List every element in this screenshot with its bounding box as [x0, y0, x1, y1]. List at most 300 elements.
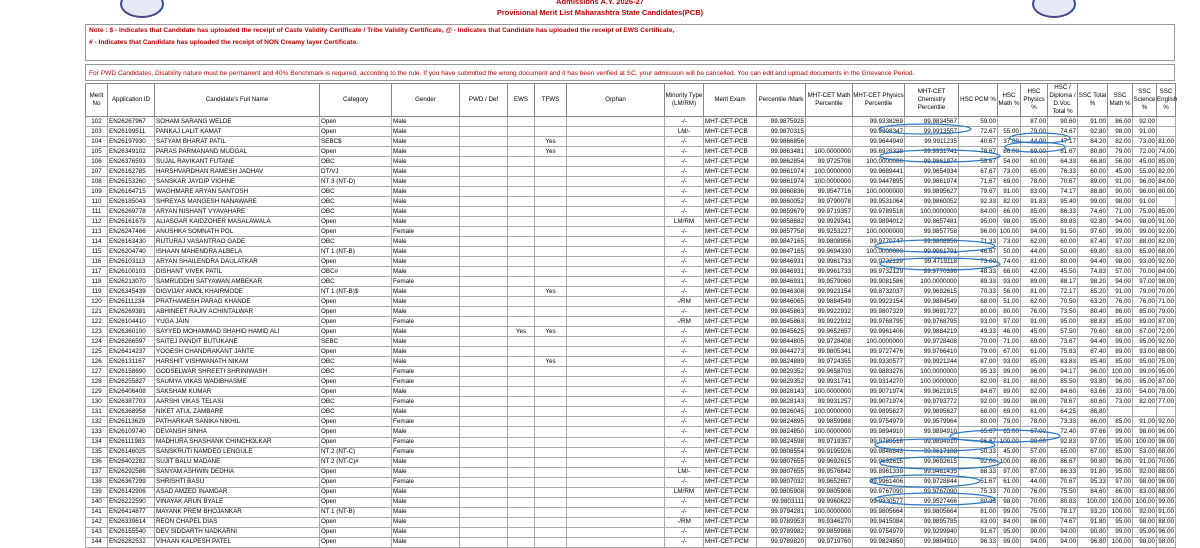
minority-type-cell: -/-	[665, 307, 704, 317]
candidate-name-cell: VIHAAN KALPESH PATEL	[155, 537, 320, 547]
gender-cell: Female	[392, 437, 460, 447]
category-cell: Open	[320, 127, 392, 137]
table-row	[86, 517, 1176, 527]
cet-chemistry-cell: 99.9913557	[905, 127, 959, 137]
table-row	[86, 157, 1176, 167]
orphan-cell	[567, 437, 665, 447]
pwd-cell	[460, 457, 508, 467]
hsc-pcm-cell: 71.33	[959, 237, 998, 247]
cet-physics-cell: 100.0000000	[853, 337, 905, 347]
merit-no-cell: 136	[86, 457, 108, 467]
ews-cell	[508, 417, 535, 427]
ssc-math-cell: 97.00	[1108, 477, 1133, 487]
ssc-total-cell: 91.00	[1078, 117, 1108, 127]
ews-cell	[508, 527, 535, 537]
category-cell: NT 1 (NT-B)	[320, 247, 392, 257]
hsc-physics-cell: 79.00	[1021, 127, 1048, 137]
cet-physics-cell: 99.9644949	[853, 137, 905, 147]
hsc-total-cell: 89.83	[1048, 217, 1078, 227]
cet-chemistry-cell: 100.0000000	[905, 277, 959, 287]
table-row	[86, 127, 1176, 137]
ssc-english-cell: 70.00	[1157, 287, 1176, 297]
minority-type-cell: -/-	[665, 347, 704, 357]
cet-physics-cell: 99.9732129	[853, 267, 905, 277]
cet-chemistry-cell: 99.9461435	[905, 467, 959, 477]
ssc-total-cell: 70.60	[1078, 327, 1108, 337]
percentile-cell: 99.9844805	[757, 337, 806, 347]
candidate-name-cell: SUJAL RAVIKANT FUTANE	[155, 157, 320, 167]
tfws-cell	[535, 187, 567, 197]
ssc-math-cell: 86.00	[1108, 487, 1133, 497]
column-header: EWS	[508, 84, 535, 117]
column-header: Candidate's Full Name	[155, 84, 320, 117]
percentile-cell: 99.9860052	[757, 197, 806, 207]
merit-exam-cell: MHT-CET-PCM	[704, 257, 757, 267]
hsc-math-cell: 73.00	[998, 237, 1021, 247]
cet-physics-cell: 99.9961406	[853, 477, 905, 487]
ews-cell	[508, 277, 535, 287]
gender-cell: Female	[392, 317, 460, 327]
cet-math-cell: 99.9719357	[806, 437, 853, 447]
hsc-math-cell: 46.00	[998, 327, 1021, 337]
orphan-cell	[567, 447, 665, 457]
category-cell: Open	[320, 527, 392, 537]
merit-no-cell: 106	[86, 157, 108, 167]
hsc-math-cell: 100.00	[998, 437, 1021, 447]
merit-no-cell: 127	[86, 367, 108, 377]
cet-math-cell: 100.0000000	[806, 507, 853, 517]
cet-math-cell: 100.0000000	[806, 407, 853, 417]
cet-chemistry-cell: 99.9895627	[905, 407, 959, 417]
ssc-total-cell: 74.60	[1078, 207, 1108, 217]
ssc-english-cell: 87.00	[1157, 317, 1176, 327]
application-id-cell: EN26155540	[108, 527, 155, 537]
column-header: Percentile /Mark	[757, 84, 806, 117]
merit-exam-cell: MHT-CET-PCM	[704, 287, 757, 297]
table-row	[86, 257, 1176, 267]
ssc-math-cell: 45.00	[1108, 167, 1133, 177]
table-row	[86, 177, 1176, 187]
category-cell: Open	[320, 257, 392, 267]
hsc-pcm-cell: 49.33	[959, 327, 998, 337]
minority-type-cell: -/-	[665, 407, 704, 417]
merit-exam-cell: MHT-CET-PCM	[704, 507, 757, 517]
hsc-physics-cell: 76.00	[1021, 307, 1048, 317]
orphan-cell	[567, 247, 665, 257]
pwd-cell	[460, 407, 508, 417]
category-cell: OBC	[320, 407, 392, 417]
cet-physics-cell: 99.9894910	[853, 427, 905, 437]
hsc-math-cell: 50.00	[998, 247, 1021, 257]
tfws-cell	[535, 337, 567, 347]
hsc-pcm-cell: 92.00	[959, 457, 998, 467]
ssc-science-cell: 98.00	[1133, 517, 1157, 527]
category-cell: OBC	[320, 207, 392, 217]
pwd-cell	[460, 347, 508, 357]
candidate-name-cell: SAYYED MOHAMMAD SHAHID HAMID ALI	[155, 327, 320, 337]
gender-cell: Female	[392, 447, 460, 457]
table-row	[86, 217, 1176, 227]
application-id-cell: EN26104410	[108, 317, 155, 327]
table-row	[86, 507, 1176, 517]
ssc-total-cell: 92.80	[1078, 217, 1108, 227]
gender-cell: Male	[392, 237, 460, 247]
orphan-cell	[567, 287, 665, 297]
ssc-science-cell: 97.00	[1133, 277, 1157, 287]
cet-chemistry-cell: 100.0000000	[905, 367, 959, 377]
hsc-pcm-cell: 83.00	[959, 517, 998, 527]
cet-chemistry-cell: 99.9961791	[905, 247, 959, 257]
hsc-pcm-cell: 79.67	[959, 187, 998, 197]
pwd-cell	[460, 217, 508, 227]
column-header: PWD / Def	[460, 84, 508, 117]
cet-chemistry-cell: 99.9895785	[905, 517, 959, 527]
cet-physics-cell: 99.9754979	[853, 527, 905, 537]
cet-chemistry-cell: 99.9860052	[905, 197, 959, 207]
hsc-math-cell: 55.00	[998, 127, 1021, 137]
cet-chemistry-cell: 99.9299940	[905, 527, 959, 537]
minority-type-cell: LM/RM	[665, 487, 704, 497]
minority-type-cell: -/-	[665, 377, 704, 387]
column-header: HSC Physics %	[1021, 84, 1048, 117]
table-row	[86, 427, 1176, 437]
candidate-name-cell: DEV SIDDARTH NADKARNI	[155, 527, 320, 537]
cet-math-cell: 99.9931741	[806, 377, 853, 387]
application-id-cell: EN26222590	[108, 497, 155, 507]
minority-type-cell: -/-	[665, 327, 704, 337]
ssc-total-cell: 94.40	[1078, 257, 1108, 267]
table-row	[86, 497, 1176, 507]
application-id-cell: EN26269778	[108, 207, 155, 217]
ews-cell	[508, 537, 535, 547]
cet-physics-cell: 99.9768795	[853, 317, 905, 327]
gender-cell: Male	[392, 327, 460, 337]
ssc-science-cell: 93.00	[1133, 347, 1157, 357]
table-row	[86, 397, 1176, 407]
table-row	[86, 377, 1176, 387]
cet-math-cell: 99.9961733	[806, 257, 853, 267]
candidate-name-cell: SHREYAS MANGESH NANAWARE	[155, 197, 320, 207]
minority-type-cell: -/-	[665, 507, 704, 517]
application-id-cell: EN26113629	[108, 417, 155, 427]
tfws-cell: Yes	[535, 327, 567, 337]
application-id-cell: EN26349102	[108, 147, 155, 157]
hsc-physics-cell: 91.00	[1021, 317, 1048, 327]
cet-chemistry-cell: 99.9931741	[905, 147, 959, 157]
ssc-english-cell: 91.00	[1157, 217, 1176, 227]
candidate-name-cell: SAMRUDDHI SATYAWAN AMBEKAR	[155, 277, 320, 287]
gender-cell: Male	[392, 177, 460, 187]
percentile-cell: 99.9808554	[757, 447, 806, 457]
column-header: MHT-CET Chemistry Percentile	[905, 84, 959, 117]
candidate-name-cell: VINAYAK ARUN BYALE	[155, 497, 320, 507]
pwd-cell	[460, 447, 508, 457]
merit-exam-cell: MHT-CET-PCM	[704, 457, 757, 467]
hsc-total-cell: 75.50	[1048, 487, 1078, 497]
ssc-english-cell: 92.00	[1157, 227, 1176, 237]
percentile-cell: 99.9789820	[757, 537, 806, 547]
merit-no-cell: 134	[86, 437, 108, 447]
ssc-science-cell: 85.00	[1133, 307, 1157, 317]
ssc-total-cell: 80.40	[1078, 307, 1108, 317]
ssc-total-cell: 66.80	[1078, 157, 1108, 167]
merit-exam-cell: MHT-CET-PCM	[704, 177, 757, 187]
candidate-name-cell: SAITEJ PANDIT BUTUKANE	[155, 337, 320, 347]
cet-math-cell: 99.9808956	[806, 237, 853, 247]
minority-type-cell: -/-	[665, 157, 704, 167]
cet-chemistry-cell: 99.9527466	[905, 497, 959, 507]
ssc-total-cell: 91.80	[1078, 517, 1108, 527]
hsc-math-cell: 98.00	[998, 217, 1021, 227]
hsc-math-cell: 66.00	[998, 267, 1021, 277]
ssc-english-cell: 96.00	[1157, 477, 1176, 487]
pwd-cell	[460, 467, 508, 477]
application-id-cell: EN26100103	[108, 267, 155, 277]
ssc-total-cell: 89.00	[1078, 177, 1108, 187]
ssc-total-cell: 93.20	[1078, 507, 1108, 517]
merit-no-cell: 105	[86, 147, 108, 157]
merit-no-cell: 102	[86, 117, 108, 127]
ssc-total-cell: 86.80	[1078, 407, 1108, 417]
cet-math-cell: 100.0000000	[806, 167, 853, 177]
hsc-total-cell: 80.83	[1048, 497, 1078, 507]
pwd-cell	[460, 127, 508, 137]
ssc-math-cell: 100.00	[1108, 367, 1133, 377]
ews-cell	[508, 197, 535, 207]
ssc-total-cell: 97.66	[1078, 427, 1108, 437]
hsc-pcm-cell: 67.67	[959, 167, 998, 177]
gender-cell: Male	[392, 267, 460, 277]
application-id-cell: EN26142906	[108, 487, 155, 497]
cet-chemistry-cell: 99.9767090	[905, 487, 959, 497]
cet-math-cell: 99.9694330	[806, 247, 853, 257]
hsc-physics-cell: 82.00	[1021, 387, 1048, 397]
cet-chemistry-cell: 99.9805664	[905, 507, 959, 517]
cet-math-cell: 99.9922932	[806, 317, 853, 327]
merit-no-cell: 118	[86, 277, 108, 287]
application-id-cell: EN26292586	[108, 467, 155, 477]
cet-physics-cell: 99.9732129	[853, 257, 905, 267]
cet-chemistry-cell: 99.9857758	[905, 227, 959, 237]
application-id-cell: EN26103113	[108, 257, 155, 267]
pwd-cell	[460, 357, 508, 367]
minority-type-cell: -/-	[665, 427, 704, 437]
percentile-cell: 99.9846931	[757, 277, 806, 287]
hsc-math-cell: 98.00	[998, 497, 1021, 507]
candidate-name-cell: MADHURA SHASHANK CHINCHOLKAR	[155, 437, 320, 447]
ssc-science-cell: 75.00	[1133, 207, 1157, 217]
ssc-science-cell: 76.00	[1133, 297, 1157, 307]
ssc-science-cell: 100.00	[1133, 497, 1157, 507]
hsc-physics-cell: 60.00	[1021, 157, 1048, 167]
gender-cell: Male	[392, 457, 460, 467]
tfws-cell	[535, 437, 567, 447]
orphan-cell	[567, 127, 665, 137]
cet-physics-cell: 99.9895627	[853, 407, 905, 417]
application-id-cell: EN26360100	[108, 327, 155, 337]
gender-cell: Male	[392, 207, 460, 217]
orphan-cell	[567, 477, 665, 487]
ssc-math-cell: 71.00	[1108, 207, 1133, 217]
minority-type-cell: -/-	[665, 167, 704, 177]
table-row	[86, 527, 1176, 537]
ssc-english-cell: 88.00	[1157, 517, 1176, 527]
ssc-math-cell: 82.00	[1108, 137, 1133, 147]
cet-math-cell: 99.9253227	[806, 227, 853, 237]
table-row	[86, 327, 1176, 337]
hsc-pcm-cell: 59.00	[959, 117, 998, 127]
tfws-cell	[535, 297, 567, 307]
gender-cell: Male	[392, 287, 460, 297]
cet-physics-cell: 99.9338269	[853, 117, 905, 127]
cet-math-cell: 99.9805908	[806, 487, 853, 497]
ssc-math-cell: 65.00	[1108, 447, 1133, 457]
hsc-pcm-cell: 84.67	[959, 387, 998, 397]
cet-physics-cell: 100.0000000	[853, 157, 905, 167]
column-header: TFWS	[535, 84, 567, 117]
tfws-cell	[535, 237, 567, 247]
cet-physics-cell: 99.9314270	[853, 377, 905, 387]
application-id-cell: EN26414877	[108, 507, 155, 517]
hsc-pcm-cell: 78.67	[959, 147, 998, 157]
merit-exam-cell: MHT-CET-PCM	[704, 307, 757, 317]
ssc-science-cell: 91.00	[1133, 457, 1157, 467]
cet-chemistry-cell: 99.9579964	[905, 417, 959, 427]
ews-cell	[508, 447, 535, 457]
minority-type-cell: -/-	[665, 537, 704, 547]
hsc-total-cell: 50.00	[1048, 247, 1078, 257]
cet-math-cell: 99.9719357	[806, 207, 853, 217]
ews-cell	[508, 507, 535, 517]
tfws-cell	[535, 517, 567, 527]
cet-physics-cell: 99.9807329	[853, 307, 905, 317]
hsc-total-cell: 72.40	[1048, 427, 1078, 437]
application-id-cell: EN26185043	[108, 197, 155, 207]
pwd-cell	[460, 257, 508, 267]
cet-math-cell: 99.9805341	[806, 347, 853, 357]
pwd-cell	[460, 487, 508, 497]
orphan-cell	[567, 217, 665, 227]
cet-math-cell: 99.9547716	[806, 187, 853, 197]
cet-math-cell: 99.9719760	[806, 537, 853, 547]
ssc-english-cell: 75.00	[1157, 357, 1176, 367]
merit-exam-cell: MHT-CET-PCB	[704, 117, 757, 127]
percentile-cell: 99.9789982	[757, 527, 806, 537]
hsc-total-cell: 73.67	[1048, 337, 1078, 347]
cet-physics-cell: 99.9789518	[853, 437, 905, 447]
percentile-cell: 99.9846065	[757, 297, 806, 307]
hsc-physics-cell: 67.00	[1021, 427, 1048, 437]
merit-exam-cell: MHT-CET-PCM	[704, 467, 757, 477]
merit-exam-cell: MHT-CET-PCM	[704, 237, 757, 247]
cet-math-cell: 100.0000000	[806, 177, 853, 187]
pwd-cell	[460, 227, 508, 237]
gender-cell: Male	[392, 247, 460, 257]
merit-exam-cell: MHT-CET-PCM	[704, 377, 757, 387]
category-cell: OBC	[320, 237, 392, 247]
tfws-cell	[535, 367, 567, 377]
hsc-math-cell: 84.00	[998, 517, 1021, 527]
ssc-english-cell: 85.00	[1157, 157, 1176, 167]
cet-math-cell: 99.9724355	[806, 357, 853, 367]
hsc-total-cell: 75.83	[1048, 347, 1078, 357]
hsc-total-cell: 81.67	[1048, 147, 1078, 157]
cet-math-cell: 99.9931257	[806, 397, 853, 407]
ssc-math-cell: 95.00	[1108, 437, 1133, 447]
ssc-science-cell: 93.00	[1133, 257, 1157, 267]
hsc-physics-cell: 44.00	[1021, 247, 1048, 257]
minority-type-cell: -/-	[665, 227, 704, 237]
pwd-cell	[460, 237, 508, 247]
tfws-cell	[535, 167, 567, 177]
cet-chemistry-cell: 99.9691727	[905, 307, 959, 317]
merit-exam-cell: MHT-CET-PCM	[704, 167, 757, 177]
merit-exam-cell: MHT-CET-PCM	[704, 317, 757, 327]
application-id-cell: EN26406408	[108, 387, 155, 397]
minority-type-cell: -/-	[665, 477, 704, 487]
ssc-science-cell: 82.00	[1133, 397, 1157, 407]
table-row	[86, 147, 1176, 157]
tfws-cell: Yes	[535, 137, 567, 147]
merit-exam-cell: MHT-CET-PCM	[704, 527, 757, 537]
hsc-pcm-cell: 46.67	[959, 247, 998, 257]
ssc-total-cell: 99.00	[1078, 197, 1108, 207]
table-row	[86, 317, 1176, 327]
candidate-name-cell: ABHINEET RAJIV ACHINTALWAR	[155, 307, 320, 317]
hsc-math-cell: 67.00	[998, 347, 1021, 357]
category-cell: Open	[320, 347, 392, 357]
ews-cell	[508, 217, 535, 227]
minority-type-cell: -/-	[665, 367, 704, 377]
category-cell: Open	[320, 477, 392, 487]
candidate-name-cell: GODSELWAR SHREETI SHRINIWASH	[155, 367, 320, 377]
percentile-cell: 99.9824850	[757, 427, 806, 437]
ssc-total-cell: 88.80	[1078, 187, 1108, 197]
cet-physics-cell: 99.9846843	[853, 447, 905, 457]
percentile-cell: 99.9803111	[757, 497, 806, 507]
ssc-total-cell: 85.20	[1078, 287, 1108, 297]
table-row	[86, 467, 1176, 477]
hsc-physics-cell: 65.00	[1021, 167, 1048, 177]
hsc-total-cell: 74.67	[1048, 127, 1078, 137]
note-line1: Note : $ - Indicates that Candidate has uploaded the receipt of Caste Validity Certificate / Tribe Validity Certificate, @ - Indicates that Candidate has uploaded the receipt of EWS Certificate,	[89, 27, 675, 34]
percentile-cell: 99.9807655	[757, 467, 806, 477]
hsc-total-cell: 64.33	[1048, 157, 1078, 167]
minority-type-cell: -/-	[665, 177, 704, 187]
tfws-cell	[535, 277, 567, 287]
merit-exam-cell: MHT-CET-PCM	[704, 427, 757, 437]
ssc-math-cell: 97.00	[1108, 237, 1133, 247]
ssc-total-cell: 60.00	[1078, 167, 1108, 177]
minority-type-cell: -/-	[665, 527, 704, 537]
category-cell: Open	[320, 297, 392, 307]
ssc-science-cell: 79.00	[1133, 287, 1157, 297]
merit-exam-cell: MHT-CET-PCB	[704, 147, 757, 157]
table-row	[86, 347, 1176, 357]
category-cell: NT 2 (NT-C)	[320, 447, 392, 457]
minority-type-cell: LM/RM	[665, 217, 704, 227]
category-cell: NT 1 (NT-B)$	[320, 287, 392, 297]
hsc-math-cell: 69.00	[998, 407, 1021, 417]
ssc-math-cell: 99.00	[1108, 527, 1133, 537]
merit-no-cell: 104	[86, 137, 108, 147]
ssc-math-cell: 86.00	[1108, 117, 1133, 127]
hsc-total-cell: 70.50	[1048, 297, 1078, 307]
ews-cell	[508, 467, 535, 477]
tfws-cell	[535, 417, 567, 427]
candidate-name-cell: ALIASGAR KAIDZOHER MASALAWALA	[155, 217, 320, 227]
gender-cell: Male	[392, 297, 460, 307]
